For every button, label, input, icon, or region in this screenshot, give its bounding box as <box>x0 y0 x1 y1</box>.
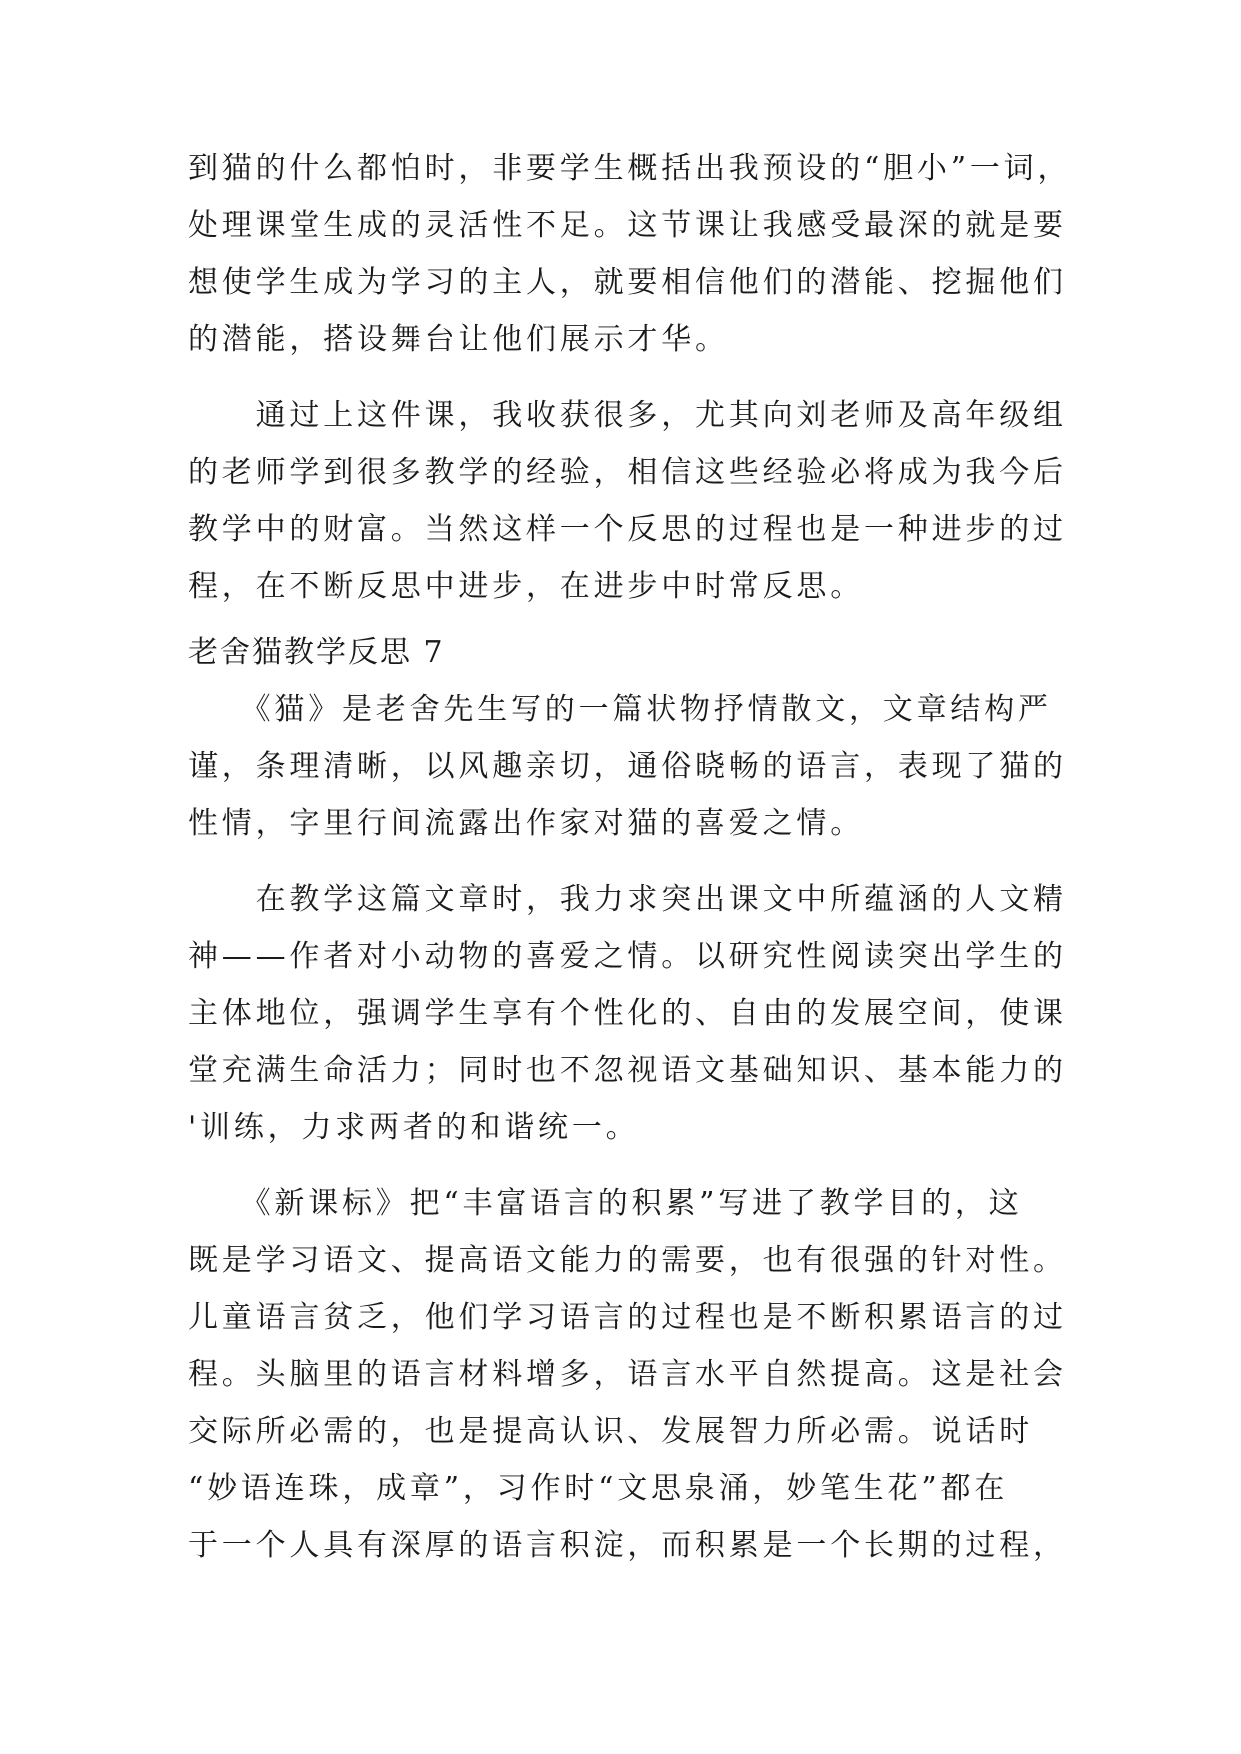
paragraph-line: 想使学生成为学习的主人，就要相信他们的潜能、挖掘他们 <box>188 265 1067 300</box>
paragraph-line: '训练，力求两者的和谐统一。 <box>188 1110 640 1145</box>
paragraph-line: 性情，字里行间流露出作家对猫的喜爱之情。 <box>188 806 864 841</box>
paragraph-line: 通过上这件课，我收获很多，尤其向刘老师及高年级组 <box>188 398 1067 433</box>
paragraph-line: 交际所必需的，也是提高认识、发展智力所必需。说话时 <box>188 1414 1033 1449</box>
paragraph-line: 于一个人具有深厚的语言积淀，而积累是一个长期的过程， <box>188 1528 1067 1563</box>
paragraph-line: 既是学习语文、提高语文能力的需要，也有很强的针对性。 <box>188 1243 1067 1278</box>
paragraph-line: 神——作者对小动物的喜爱之情。以研究性阅读突出学生的 <box>188 939 1067 974</box>
paragraph-line: 谨，条理清晰，以风趣亲切，通俗晓畅的语言，表现了猫的 <box>188 749 1067 784</box>
paragraph-line: 程。头脑里的语言材料增多，语言水平自然提高。这是社会 <box>188 1357 1067 1392</box>
paragraph-line: 《新课标》把“丰富语言的积累”写进了教学目的，这 <box>188 1186 1023 1221</box>
paragraph-line: 《猫》是老舍先生写的一篇状物抒情散文，文章结构严 <box>188 692 1052 727</box>
paragraph-line: 到猫的什么都怕时，非要学生概括出我预设的“胆小”一词， <box>188 151 1072 186</box>
paragraph-line: 程，在不断反思中进步，在进步中时常反思。 <box>188 569 864 604</box>
paragraph-line: 的老师学到很多教学的经验，相信这些经验必将成为我今后 <box>188 455 1067 490</box>
paragraph-line: 处理课堂生成的灵活性不足。这节课让我感受最深的就是要 <box>188 208 1067 243</box>
paragraph-line: 堂充满生命活力；同时也不忽视语文基础知识、基本能力的 <box>188 1053 1067 1088</box>
paragraph-line: 的潜能，搭设舞台让他们展示才华。 <box>188 322 729 357</box>
paragraph-line: “妙语连珠，成章”，习作时“文思泉涌，妙笔生花”都在 <box>188 1471 1009 1506</box>
paragraph-line: 教学中的财富。当然这样一个反思的过程也是一种进步的过 <box>188 512 1067 547</box>
section-heading: 老舍猫教学反思 7 <box>188 635 445 670</box>
paragraph-line: 主体地位，强调学生享有个性化的、自由的发展空间，使课 <box>188 996 1067 1031</box>
paragraph-line: 在教学这篇文章时，我力求突出课文中所蕴涵的人文精 <box>188 882 1067 917</box>
paragraph-line: 儿童语言贫乏，他们学习语言的过程也是不断积累语言的过 <box>188 1300 1067 1335</box>
